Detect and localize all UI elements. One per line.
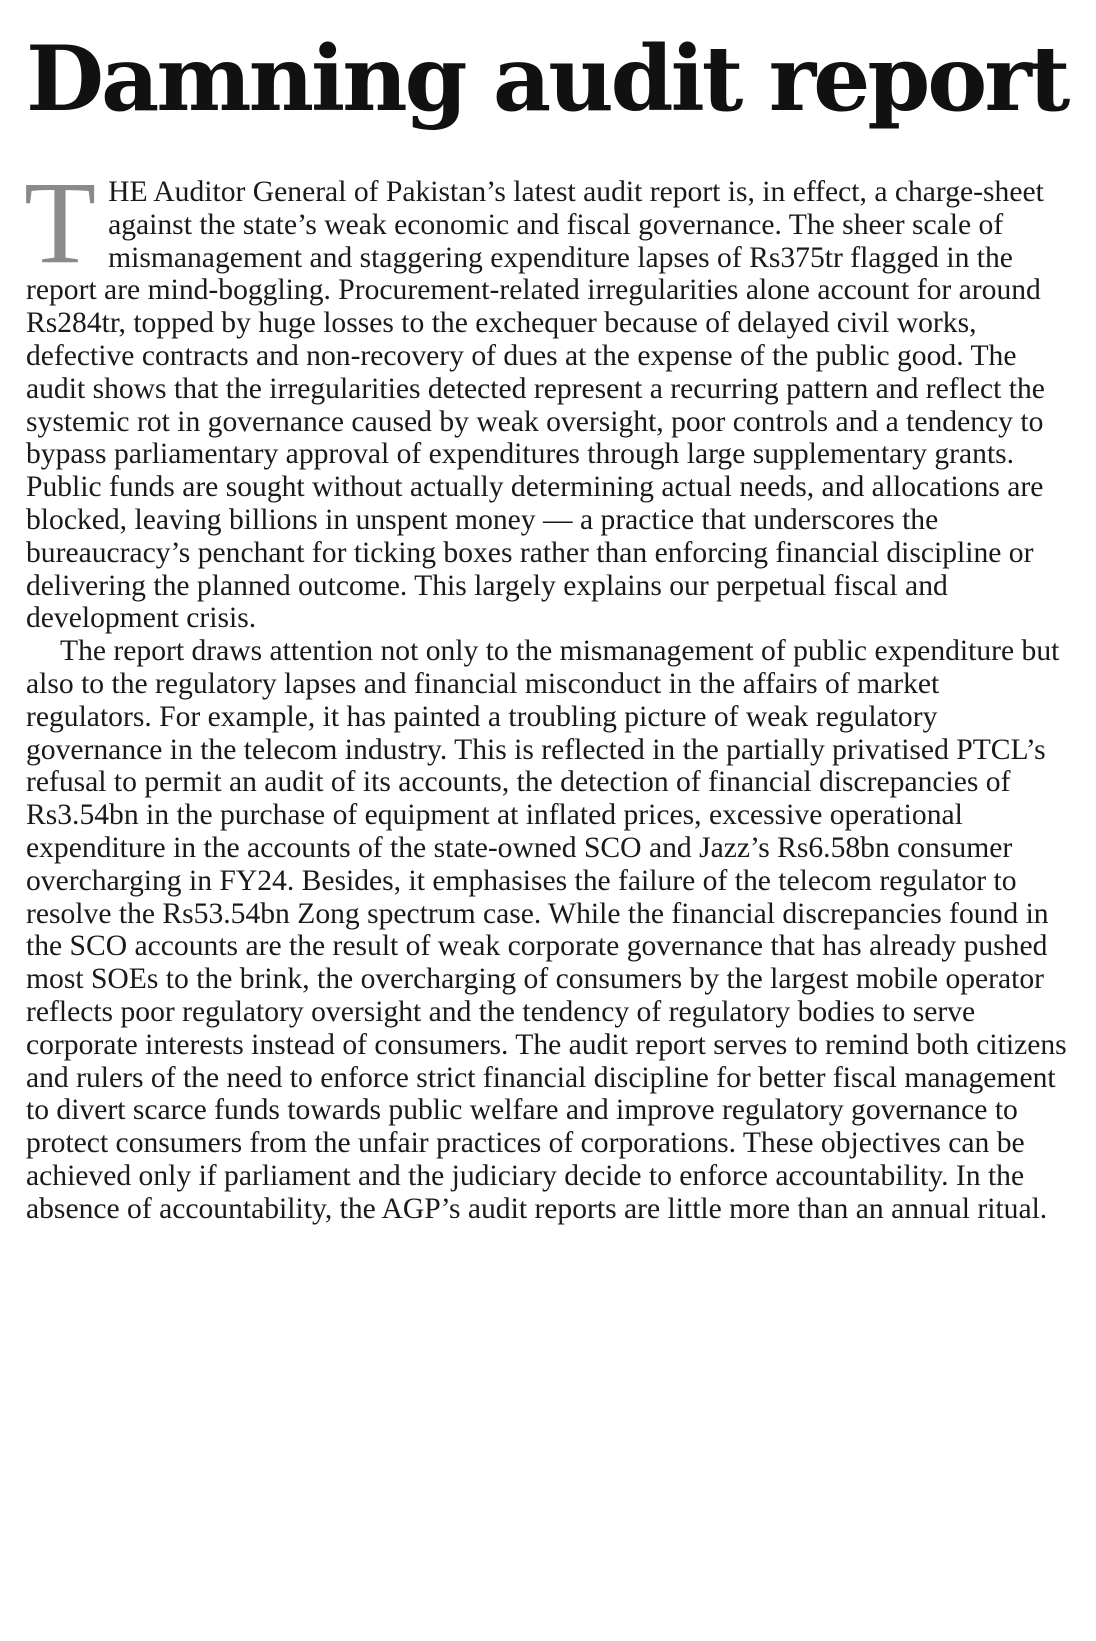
headline: Damning audit report <box>26 26 1068 132</box>
paragraph-2: The report draws attention not only to the mismanagement of public expenditure but also to the regulatory lapses and financial misconduct in the affairs of market regulators. For example, it has painted a troubling picture of weak regulatory governance in the telecom industry. This is reflected in the partially privatised PTCL’s refusal to permit an audit of its accounts, the detection of financial discrepancies of Rs3.54bn in the purchase of equipment at inflated prices, excessive operational expenditure in the accounts of the state-owned SCO and Jazz’s Rs6.58bn consumer overcharging in FY24. Besides, it emphasises the failure of the telecom regulator to resolve the Rs53.54bn Zong spectrum case. While the financial discrepancies found in the SCO accounts are the result of weak corporate governance that has already pushed most SOEs to the brink, the overcharging of consumers by the largest mobile operator reflects poor regulatory oversight and the tendency of regulatory bodies to serve corporate interests instead of consumers. The audit report serves to remind both citizens and rulers of the need to enforce strict financial discipline for better fiscal management to divert scarce funds towards public welfare and improve regulatory governance to protect consumers from the unfair practices of corporations. These objectives can be achieved only if parliament and the judiciary decide to enforce accountability. In the absence of accountability, the AGP’s audit reports are little more than an annual ritual. <box>26 635 1067 1225</box>
paragraph-1-text: HE Auditor General of Pakistan’s latest audit report is, in effect, a charge-sheet against the state’s weak economic and fiscal governance. The sheer scale of mismanagement and staggering expenditure lapses of Rs375tr flagged in the report are mind-boggling. Procurement-related irregularities alone account for around Rs284tr, topped by huge losses to the exchequer because of delayed civil works, defective contracts and non-recovery of dues at the expense of the public good. The audit shows that the irregularities detected represent a recurring pattern and reflect the systemic rot in governance caused by weak oversight, poor controls and a tendency to bypass parliamentary approval of expenditures through large supplementary grants. Public funds are sought without actually determining actual needs, and allocations are blocked, leaving billions in unspent money — a practice that underscores the bureaucracy’s penchant for ticking boxes rather than enforcing financial discipline or delivering the planned outcome. This largely explains our perpetual fiscal and development crisis. <box>26 176 1045 635</box>
editorial-article <box>26 0 1070 1226</box>
article-body <box>24 157 1070 1226</box>
drop-cap: T <box>24 157 97 288</box>
paragraph-1 <box>24 157 1070 635</box>
